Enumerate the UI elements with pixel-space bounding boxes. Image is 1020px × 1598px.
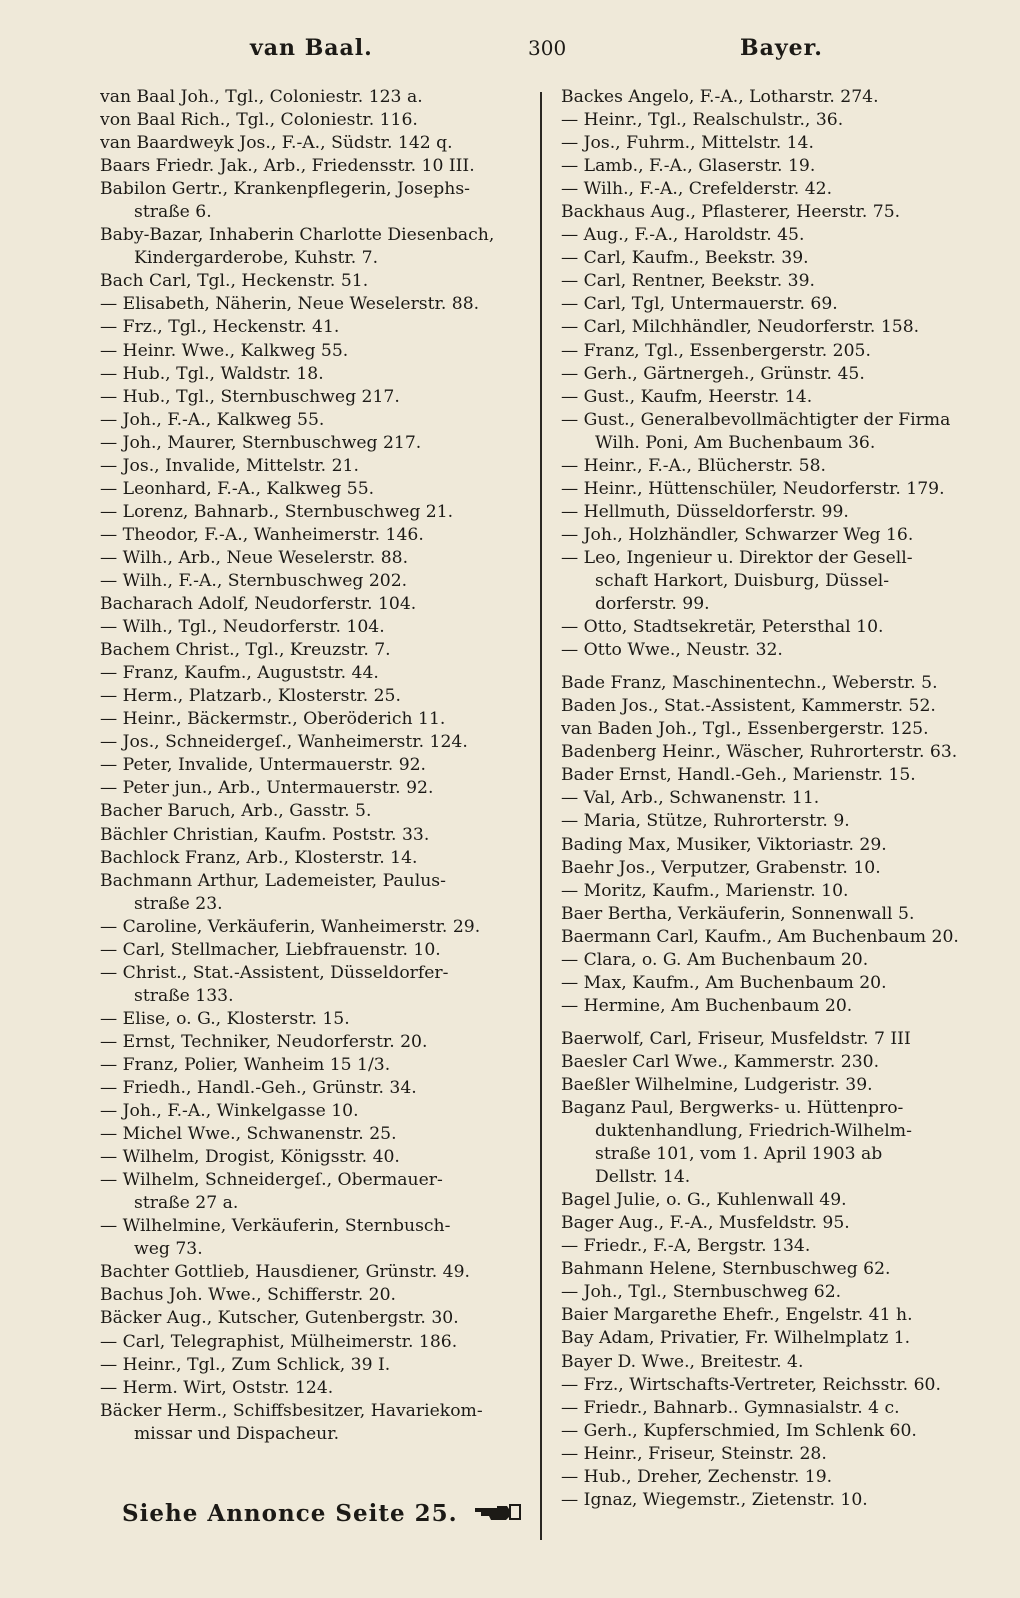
directory-entry-line: — Frz., Wirtschafts-Vertreter, Reichsstr. 60.: [561, 1374, 941, 1395]
directory-entry-line: — Lorenz, Bahnarb., Sternbuschweg 21.: [100, 501, 454, 522]
header-right-name: Bayer.: [740, 35, 823, 61]
directory-entry-line: — Heinr., Bäckermstr., Oberöderich 11.: [100, 709, 446, 730]
directory-entry-line: — Theodor, F.-A., Wanheimerstr. 146.: [100, 524, 424, 545]
directory-entry-line: weg 73.: [134, 1239, 203, 1260]
directory-entry-line: — Carl, Milchhändler, Neudorferstr. 158.: [561, 317, 920, 338]
footer-note: [122, 1500, 523, 1529]
directory-entry-line: straße 101, vom 1. April 1903 ab: [595, 1144, 883, 1165]
directory-entry-line: Bachmann Arthur, Lademeister, Paulus-: [100, 870, 446, 891]
directory-entry-line: — Gerh., Kupferschmied, Im Schlenk 60.: [561, 1420, 917, 1441]
directory-entry-line: — Gust., Kaufm, Heerstr. 14.: [561, 386, 813, 407]
directory-entry-line: — Franz, Tgl., Essenbergerstr. 205.: [561, 340, 871, 361]
directory-entry-line: Baden Jos., Stat.-Assistent, Kammerstr. 52.: [561, 696, 936, 717]
directory-entry-line: — Carl, Rentner, Beekstr. 39.: [561, 271, 815, 292]
directory-entry-line: Bächler Christian, Kaufm. Poststr. 33.: [100, 824, 430, 845]
directory-entry-line: Baesler Carl Wwe., Kammerstr. 230.: [561, 1051, 880, 1072]
directory-entry-line: — Hub., Dreher, Zechenstr. 19.: [561, 1466, 833, 1487]
directory-entry-line: — Friedh., Handl.-Geh., Grünstr. 34.: [100, 1078, 417, 1099]
directory-entry-line: — Michel Wwe., Schwanenstr. 25.: [100, 1124, 397, 1145]
directory-entry-line: Baeßler Wilhelmine, Ludgeristr. 39.: [561, 1074, 873, 1095]
directory-entry-line: — Otto Wwe., Neustr. 32.: [561, 640, 783, 661]
directory-entry-line: — Wilh., F.-A., Sternbuschweg 202.: [100, 570, 408, 591]
directory-entry-line: — Wilh., Tgl., Neudorferstr. 104.: [100, 617, 385, 638]
directory-entry-line: — Frz., Tgl., Heckenstr. 41.: [100, 317, 340, 338]
directory-entry-line: — Aug., F.-A., Haroldstr. 45.: [561, 225, 805, 246]
directory-entry-line: — Jos., Schneidergeſ., Wanheimerstr. 124.: [100, 732, 468, 753]
directory-entry-line: — Ernst, Techniker, Neudorferstr. 20.: [100, 1031, 428, 1052]
directory-entry-line: — Val, Arb., Schwanenstr. 11.: [561, 788, 820, 809]
directory-entry-line: Bagel Julie, o. G., Kuhlenwall 49.: [561, 1190, 847, 1211]
directory-entry-line: Bading Max, Musiker, Viktoriastr. 29.: [561, 834, 887, 855]
directory-entry-line: — Leo, Ingenieur u. Direktor der Gesell-: [561, 547, 913, 568]
directory-entry-line: Bachter Gottlieb, Hausdiener, Grünstr. 49.: [100, 1262, 471, 1283]
directory-entry-line: Baars Friedr. Jak., Arb., Friedensstr. 10 III.: [100, 156, 475, 177]
directory-entry-line: — Hub., Tgl., Sternbuschweg 217.: [100, 386, 400, 407]
directory-entry-line: — Joh., F.-A., Winkelgasse 10.: [100, 1101, 359, 1122]
column-divider: [540, 92, 542, 1540]
directory-entry-line: van Baden Joh., Tgl., Essenbergerstr. 125.: [561, 719, 929, 740]
directory-entry-line: — Elisabeth, Näherin, Neue Weselerstr. 88.: [100, 294, 480, 315]
directory-entry-line: Baby-Bazar, Inhaberin Charlotte Diesenbach,: [100, 225, 495, 246]
directory-entry-line: — Carl, Stellmacher, Liebfrauenstr. 10.: [100, 939, 441, 960]
directory-entry-line: Backhaus Aug., Pflasterer, Heerstr. 75.: [561, 202, 901, 223]
directory-entry-line: — Clara, o. G. Am Buchenbaum 20.: [561, 949, 869, 970]
directory-entry-line: Bacharach Adolf, Neudorferstr. 104.: [100, 594, 417, 615]
directory-entry-line: — Hellmuth, Düsseldorferstr. 99.: [561, 501, 849, 522]
directory-entry-line: — Heinr., Friseur, Steinstr. 28.: [561, 1443, 827, 1464]
directory-entry-line: dorferstr. 99.: [595, 594, 710, 615]
directory-entry-line: — Heinr., F.-A., Blücherstr. 58.: [561, 455, 827, 476]
page-number: 300: [528, 36, 567, 60]
directory-entry-line: missar und Dispacheur.: [134, 1423, 340, 1444]
directory-entry-line: schaft Harkort, Duisburg, Düssel-: [595, 570, 890, 591]
directory-entry-line: — Heinr., Hüttenschüler, Neudorferstr. 179.: [561, 478, 945, 499]
directory-entry-line: Baer Bertha, Verkäuferin, Sonnenwall 5.: [561, 903, 915, 924]
directory-entry-line: Kindergarderobe, Kuhstr. 7.: [134, 248, 379, 269]
directory-entry-line: [561, 662, 991, 672]
directory-entry-line: Bayer D. Wwe., Breitestr. 4.: [561, 1351, 804, 1372]
directory-entry-line: — Joh., Holzhändler, Schwarzer Weg 16.: [561, 524, 914, 545]
directory-entry-line: Baermann Carl, Kaufm., Am Buchenbaum 20.: [561, 926, 959, 947]
directory-entry-line: — Maria, Stütze, Ruhrorterstr. 9.: [561, 811, 850, 832]
directory-entry-line: — Lamb., F.-A., Glaserstr. 19.: [561, 156, 816, 177]
directory-entry-line: straße 6.: [134, 202, 212, 223]
directory-entry-line: Bäcker Herm., Schiffsbesitzer, Havariekom-: [100, 1400, 483, 1421]
directory-entry-line: — Peter, Invalide, Untermauerstr. 92.: [100, 755, 427, 776]
directory-entry-line: — Carl, Telegraphist, Mülheimerstr. 186.: [100, 1331, 458, 1352]
directory-entry-line: — Leonhard, F.-A., Kalkweg 55.: [100, 478, 375, 499]
directory-entry-line: Bachus Joh. Wwe., Schifferstr. 20.: [100, 1285, 396, 1306]
directory-entry-line: — Wilh., F.-A., Crefelderstr. 42.: [561, 179, 833, 200]
directory-entry-line: — Wilhelm, Drogist, Königsstr. 40.: [100, 1147, 400, 1168]
directory-entry-line: Baerwolf, Carl, Friseur, Musfeldstr. 7 III: [561, 1028, 911, 1049]
directory-entry-line: — Wilh., Arb., Neue Weselerstr. 88.: [100, 547, 409, 568]
directory-entry-line: [561, 1018, 991, 1028]
directory-entry-line: — Friedr., Bahnarb.. Gymnasialstr. 4 c.: [561, 1397, 900, 1418]
directory-entry-line: — Heinr. Wwe., Kalkweg 55.: [100, 340, 349, 361]
directory-entry-line: van Baardweyk Jos., F.-A., Südstr. 142 q.: [100, 133, 453, 154]
directory-entry-line: Bäcker Aug., Kutscher, Gutenbergstr. 30.: [100, 1308, 459, 1329]
directory-entry-line: — Joh., F.-A., Kalkweg 55.: [100, 409, 325, 430]
directory-entry-line: — Max, Kaufm., Am Buchenbaum 20.: [561, 972, 887, 993]
directory-entry-line: Baier Margarethe Ehefr., Engelstr. 41 h.: [561, 1305, 913, 1326]
directory-entry-line: — Jos., Fuhrm., Mittelstr. 14.: [561, 133, 814, 154]
directory-entry-line: — Carl, Kaufm., Beekstr. 39.: [561, 248, 809, 269]
directory-entry-line: Bachem Christ., Tgl., Kreuzstr. 7.: [100, 640, 391, 661]
directory-entry-line: — Hub., Tgl., Waldstr. 18.: [100, 363, 324, 384]
directory-entry-line: — Friedr., F.-A, Bergstr. 134.: [561, 1236, 811, 1257]
directory-entry-line: Dellstr. 14.: [595, 1167, 691, 1188]
directory-entry-line: Wilh. Poni, Am Buchenbaum 36.: [595, 432, 876, 453]
directory-entry-line: — Hermine, Am Buchenbaum 20.: [561, 995, 853, 1016]
directory-entry-line: straße 27 a.: [134, 1193, 239, 1214]
directory-entry-line: Backes Angelo, F.-A., Lotharstr. 274.: [561, 87, 879, 107]
directory-entry-line: Bay Adam, Privatier, Fr. Wilhelmplatz 1.: [561, 1328, 911, 1349]
directory-entry-line: — Ignaz, Wiegemstr., Zietenstr. 10.: [561, 1489, 868, 1510]
directory-entry-line: — Heinr., Tgl., Realschulstr., 36.: [561, 110, 844, 131]
directory-entry-line: — Joh., Maurer, Sternbuschweg 217.: [100, 432, 422, 453]
directory-entry-line: — Elise, o. G., Klosterstr. 15.: [100, 1008, 350, 1029]
footer-text: Siehe Annonce Seite 25.: [122, 1500, 458, 1527]
directory-entry-line: — Franz, Polier, Wanheim 15 1/3.: [100, 1054, 391, 1075]
left-column: [100, 86, 528, 1446]
directory-entry-line: — Gerh., Gärtnergeh., Grünstr. 45.: [561, 363, 865, 384]
directory-entry-line: — Franz, Kaufm., Auguststr. 44.: [100, 663, 379, 684]
directory-entry-line: — Jos., Invalide, Mittelstr. 21.: [100, 455, 359, 476]
directory-entry-line: Bader Ernst, Handl.-Geh., Marienstr. 15.: [561, 765, 916, 786]
directory-entry-line: — Moritz, Kaufm., Marienstr. 10.: [561, 880, 849, 901]
directory-entry-line: Baehr Jos., Verputzer, Grabenstr. 10.: [561, 857, 881, 878]
directory-entry-line: — Peter jun., Arb., Untermauerstr. 92.: [100, 778, 434, 799]
directory-entry-line: — Caroline, Verkäuferin, Wanheimerstr. 29.: [100, 916, 481, 937]
directory-entry-line: Bach Carl, Tgl., Heckenstr. 51.: [100, 271, 369, 292]
directory-entry-line: Bacher Baruch, Arb., Gasstr. 5.: [100, 801, 372, 822]
directory-entry-line: — Herm. Wirt, Oststr. 124.: [100, 1377, 334, 1398]
directory-entry-line: — Wilhelm, Schneidergeſ., Obermauer-: [100, 1170, 443, 1191]
directory-entry-line: von Baal Rich., Tgl., Coloniestr. 116.: [100, 110, 418, 131]
directory-entry-line: — Carl, Tgl, Untermauerstr. 69.: [561, 294, 838, 315]
directory-entry-line: duktenhandlung, Friedrich-Wilhelm-: [595, 1121, 912, 1142]
header-left-name: van Baal.: [250, 35, 373, 61]
directory-entry-line: Baganz Paul, Bergwerks- u. Hüttenpro-: [561, 1098, 904, 1119]
directory-entry-line: Bade Franz, Maschinentechn., Weberstr. 5.: [561, 673, 938, 694]
directory-entry-line: Badenberg Heinr., Wäscher, Ruhrorterstr. 63.: [561, 742, 958, 763]
directory-entry-line: Babilon Gertr., Krankenpflegerin, Josephs-: [100, 179, 470, 200]
directory-entry-line: — Wilhelmine, Verkäuferin, Sternbusch-: [100, 1216, 451, 1237]
directory-entry-line: straße 133.: [134, 985, 234, 1006]
directory-entry-line: straße 23.: [134, 893, 223, 914]
directory-entry-line: Bahmann Helene, Sternbuschweg 62.: [561, 1259, 891, 1280]
directory-entry-line: — Christ., Stat.-Assistent, Düsseldorfer-: [100, 962, 449, 983]
directory-entry-line: — Herm., Platzarb., Klosterstr. 25.: [100, 686, 401, 707]
right-column: [561, 86, 991, 1512]
directory-entry-line: — Heinr., Tgl., Zum Schlick, 39 I.: [100, 1354, 391, 1375]
directory-entry-line: van Baal Joh., Tgl., Coloniestr. 123 a.: [100, 87, 423, 107]
directory-entry-line: — Joh., Tgl., Sternbuschweg 62.: [561, 1282, 842, 1303]
directory-entry-line: — Gust., Generalbevollmächtigter der Firma: [561, 409, 951, 430]
directory-entry-line: Bachlock Franz, Arb., Klosterstr. 14.: [100, 847, 418, 868]
directory-entry-line: Bager Aug., F.-A., Musfeldstr. 95.: [561, 1213, 850, 1234]
pointing-hand-icon: [473, 1501, 523, 1529]
directory-entry-line: — Otto, Stadtsekretär, Petersthal 10.: [561, 617, 884, 638]
